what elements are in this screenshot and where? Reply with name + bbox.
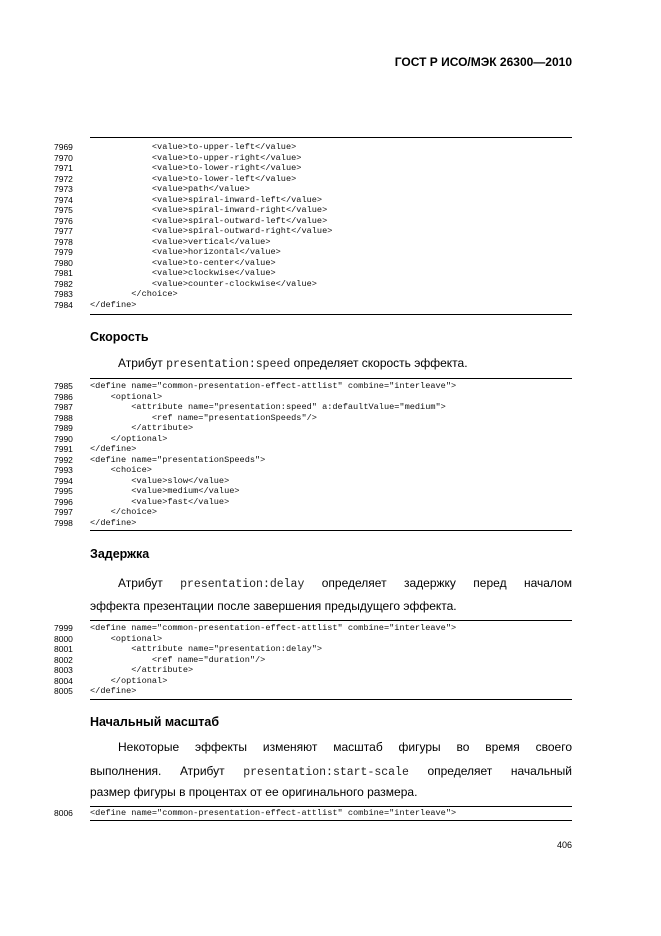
code-text: <ref name="duration"/> (90, 654, 266, 665)
line-number: 7972 (54, 173, 73, 184)
code-block-3 (46, 623, 572, 697)
code-line (46, 402, 572, 413)
line-number: 7997 (54, 507, 73, 517)
code-text: <value>slow</value> (90, 475, 230, 486)
code-line (46, 279, 572, 290)
speed-text-after: определяет скорость эффекта. (290, 356, 468, 370)
code-text: </define> (90, 299, 137, 310)
code-line (46, 476, 572, 487)
scale-paragraph-line3: размер фигуры в процентах от ее оригинального размера. (90, 785, 418, 799)
line-number: 7987 (54, 402, 73, 412)
code-text: </define> (90, 517, 137, 528)
line-number: 7999 (54, 623, 73, 633)
code-line (46, 258, 572, 269)
code-line (46, 507, 572, 518)
code-text: <value>spiral-inward-right</value> (90, 205, 328, 215)
code-text: </choice> (90, 289, 178, 299)
code-line (46, 268, 572, 279)
line-number: 7983 (54, 289, 73, 299)
section-heading-speed: Скорость (90, 330, 149, 344)
line-number: 7998 (54, 517, 73, 528)
code-text: <define name="common-presentation-effect-attlist" combine="interleave"> (90, 808, 457, 818)
line-number: 7984 (54, 299, 73, 310)
code-line (46, 142, 572, 153)
code-text: <define name="common-presentation-effect-attlist" combine="interleave"> (90, 623, 457, 633)
code-line (46, 486, 572, 497)
speed-paragraph (90, 352, 572, 376)
code-line (46, 634, 572, 645)
code-line (46, 655, 572, 666)
code-text: <value>spiral-inward-left</value> (90, 194, 323, 205)
code-text: <choice> (90, 465, 152, 475)
code-rule-top (90, 378, 572, 379)
speed-attr-code: presentation:speed (166, 358, 291, 371)
code-line (46, 153, 572, 164)
code-block-2 (46, 381, 572, 528)
line-number: 7978 (54, 236, 73, 247)
code-line (46, 497, 572, 508)
code-rule-bottom (90, 314, 572, 315)
code-line (46, 444, 572, 455)
code-text: </attribute> (90, 423, 194, 433)
code-text: <value>to-lower-left</value> (90, 173, 297, 184)
delay-text-after: определяет задержку перед началом (304, 576, 572, 590)
code-line (46, 423, 572, 434)
code-rule-bottom (90, 820, 572, 821)
line-number: 7982 (54, 278, 73, 289)
line-number: 7989 (54, 423, 73, 433)
code-rule-bottom (90, 530, 572, 531)
line-number: 8006 (54, 808, 73, 818)
code-line (46, 676, 572, 687)
code-line (46, 381, 572, 392)
document-header: ГОСТ Р ИСО/МЭК 26300—2010 (394, 55, 572, 69)
code-line (46, 195, 572, 206)
code-line (46, 518, 572, 529)
code-line (46, 644, 572, 655)
line-number: 8003 (54, 665, 73, 675)
delay-attr-code: presentation:delay (180, 578, 305, 591)
code-text: <define name="presentationSpeeds"> (90, 454, 266, 465)
scale-paragraph-line1: Некоторые эффекты изменяют масштаб фигуры во время своего (118, 740, 572, 754)
section-heading-delay: Задержка (90, 547, 150, 561)
code-text: <ref name="presentationSpeeds"/> (90, 412, 317, 423)
code-line (46, 237, 572, 248)
code-text: <attribute name="presentation:speed" a:defaultValue="medium"> (90, 402, 446, 412)
line-number: 7971 (54, 163, 73, 173)
line-number: 8004 (54, 675, 73, 686)
code-line (46, 465, 572, 476)
code-text: <value>to-lower-right</value> (90, 163, 302, 173)
code-rule-bottom (90, 699, 572, 700)
code-block-4 (46, 808, 572, 819)
code-text: <value>to-center</value> (90, 257, 276, 268)
code-text: <attribute name="presentation:delay"> (90, 644, 323, 654)
code-line (46, 808, 572, 819)
code-line (46, 665, 572, 676)
code-line (46, 226, 572, 237)
code-line (46, 300, 572, 311)
line-number: 7990 (54, 433, 73, 444)
code-line (46, 247, 572, 258)
code-line (46, 205, 572, 216)
code-rule-top (90, 806, 572, 807)
scale-text-after: определяет начальный (408, 764, 572, 778)
code-text: </define> (90, 686, 137, 696)
line-number: 7992 (54, 454, 73, 465)
code-rule-top (90, 620, 572, 621)
line-number: 7975 (54, 205, 73, 215)
code-text: </attribute> (90, 665, 194, 675)
code-text: <optional> (90, 391, 163, 402)
code-text: </define> (90, 444, 137, 454)
line-number: 7981 (54, 268, 73, 278)
section-heading-start-scale: Начальный масштаб (90, 715, 220, 729)
line-number: 8001 (54, 644, 73, 654)
code-line (46, 434, 572, 445)
line-number: 7970 (54, 152, 73, 163)
code-text: <value>spiral-outward-right</value> (90, 226, 333, 236)
line-number: 7988 (54, 412, 73, 423)
code-line (46, 686, 572, 697)
code-text: <value>path</value> (90, 184, 250, 194)
code-text: <define name="common-presentation-effect-attlist" combine="interleave"> (90, 381, 457, 391)
code-text: </optional> (90, 433, 168, 444)
line-number: 7985 (54, 381, 73, 391)
scale-attr-code: presentation:start-scale (243, 766, 409, 779)
line-number: 7993 (54, 465, 73, 475)
line-number: 7979 (54, 247, 73, 257)
code-text: <value>fast</value> (90, 496, 230, 507)
line-number: 7986 (54, 391, 73, 402)
code-text: <value>vertical</value> (90, 236, 271, 247)
line-number: 7994 (54, 475, 73, 486)
page-number: 406 (556, 840, 572, 850)
line-number: 8005 (54, 686, 73, 696)
code-text: <value>medium</value> (90, 486, 240, 496)
line-number: 7991 (54, 444, 73, 454)
line-number: 7976 (54, 215, 73, 226)
line-number: 7995 (54, 486, 73, 496)
speed-text-before: Атрибут (118, 356, 167, 370)
line-number: 7973 (54, 184, 73, 194)
code-line (46, 455, 572, 466)
code-text: <value>to-upper-left</value> (90, 142, 297, 152)
code-text: </optional> (90, 675, 168, 686)
line-number: 8002 (54, 654, 73, 665)
line-number: 7980 (54, 257, 73, 268)
code-text: <optional> (90, 633, 163, 644)
delay-text-before: Атрибут (118, 576, 181, 590)
line-number: 7969 (54, 142, 73, 152)
code-line (46, 163, 572, 174)
code-text: </choice> (90, 507, 158, 517)
code-line (46, 184, 572, 195)
code-text: <value>clockwise</value> (90, 268, 276, 278)
code-line (46, 216, 572, 227)
scale-text-before: выполнения. Атрибут (90, 764, 244, 778)
code-line (46, 289, 572, 300)
delay-paragraph-line1 (90, 572, 572, 596)
code-line (46, 413, 572, 424)
code-line (46, 174, 572, 185)
code-text: <value>horizontal</value> (90, 247, 281, 257)
code-rule-top (90, 137, 572, 138)
line-number: 7996 (54, 496, 73, 507)
line-number: 7974 (54, 194, 73, 205)
code-text: <value>spiral-outward-left</value> (90, 215, 328, 226)
code-line (46, 392, 572, 403)
code-line (46, 623, 572, 634)
code-block-1 (46, 142, 572, 310)
line-number: 8000 (54, 633, 73, 644)
code-text: <value>counter-clockwise</value> (90, 278, 317, 289)
code-text: <value>to-upper-right</value> (90, 152, 302, 163)
delay-paragraph-line2: эффекта презентации после завершения предыдущего эффекта. (90, 599, 457, 613)
line-number: 7977 (54, 226, 73, 236)
